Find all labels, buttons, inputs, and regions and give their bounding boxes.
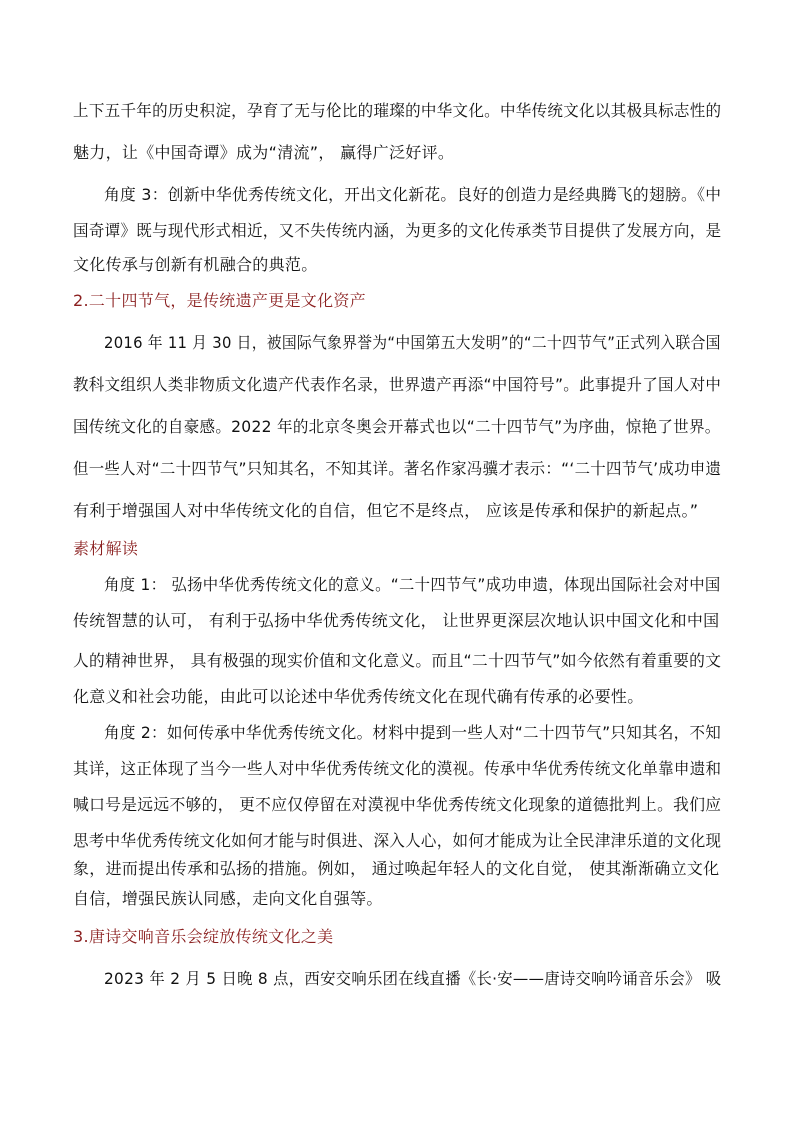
- paragraph-line: 自信，增强民族认同感，走向文化自强等。: [73, 889, 383, 908]
- paragraph-line: 传统智慧的认可， 有利于弘扬中华优秀传统文化， 让世界更深层次地认识中国文化和中国: [73, 611, 720, 630]
- paragraph-line: 国传统文化的自豪感。2022 年的北京冬奥会开幕式也以“二十四节气”为序曲，惊艳了世界。: [73, 417, 721, 436]
- paragraph-line: 其详，这正体现了当今一些人对中华优秀传统文化的漠视。传承中华优秀传统文化单靠申遗和: [73, 759, 722, 778]
- paragraph-line: 角度 2：如何传承中华优秀传统文化。材料中提到一些人对“二十四节气”只知其名，不知: [104, 723, 722, 742]
- subsection-heading: 素材解读: [73, 539, 139, 558]
- section-heading: 3.唐诗交响音乐会绽放传统文化之美: [73, 927, 334, 946]
- section-heading: 2.二十四节气，是传统遗产更是文化资产: [73, 291, 366, 310]
- paragraph-line: 有利于增强国人对中华传统文化的自信，但它不是终点， 应该是传承和保护的新起点。”: [73, 501, 699, 520]
- paragraph-line: 人的精神世界， 具有极强的现实价值和文化意义。而且“二十四节气”如今依然有着重要的文: [73, 651, 722, 670]
- paragraph-line: 象，进而提出传承和弘扬的措施。例如， 通过唤起年轻人的文化自觉， 使其渐渐确立文化: [73, 859, 720, 878]
- paragraph-line: 国奇谭》既与现代形式相近，又不失传统内涵，为更多的文化传承类节目提供了发展方向，是: [73, 221, 722, 240]
- paragraph-line: 2016 年 11 月 30 日，被国际气象界誉为“中国第五大发明”的“二十四节气”正式列入联合国: [104, 333, 721, 352]
- paragraph-line: 上下五千年的历史积淀，孕育了无与伦比的璀璨的中华文化。中华传统文化以其极具标志性的: [73, 101, 722, 120]
- paragraph-line: 角度 3：创新中华优秀传统文化，开出文化新花。良好的创造力是经典腾飞的翅膀。《中: [104, 185, 722, 204]
- paragraph-line: 文化传承与创新有机融合的典范。: [73, 255, 318, 274]
- paragraph-line: 化意义和社会功能，由此可以论述中华优秀传统文化在现代确有传承的必要性。: [73, 687, 644, 706]
- paragraph-line: 喊口号是远远不够的， 更不应仅停留在对漠视中华优秀传统文化现象的道德批判上。我们应: [73, 795, 722, 814]
- paragraph-line: 2023 年 2 月 5 日晚 8 点，西安交响乐团在线直播《长·安——唐诗交响吟诵音乐会》 吸: [104, 969, 722, 988]
- paragraph-line: 角度 1： 弘扬中华优秀传统文化的意义。“二十四节气”成功申遗，体现出国际社会对中国: [104, 575, 721, 594]
- paragraph-line: 但一些人对“二十四节气”只知其名，不知其详。著名作家冯骥才表示：“‘二十四节气’成功申遗: [73, 459, 722, 478]
- paragraph-line: 魅力，让《中国奇谭》成为“清流”， 赢得广泛好评。: [73, 143, 455, 162]
- paragraph-line: 教科文组织人类非物质文化遗产代表作名录，世界遗产再添“中国符号”。此事提升了国人对中: [73, 375, 722, 394]
- paragraph-line: 思考中华优秀传统文化如何才能与时俱进、深入人心，如何才能成为让全民津津乐道的文化现: [73, 831, 722, 850]
